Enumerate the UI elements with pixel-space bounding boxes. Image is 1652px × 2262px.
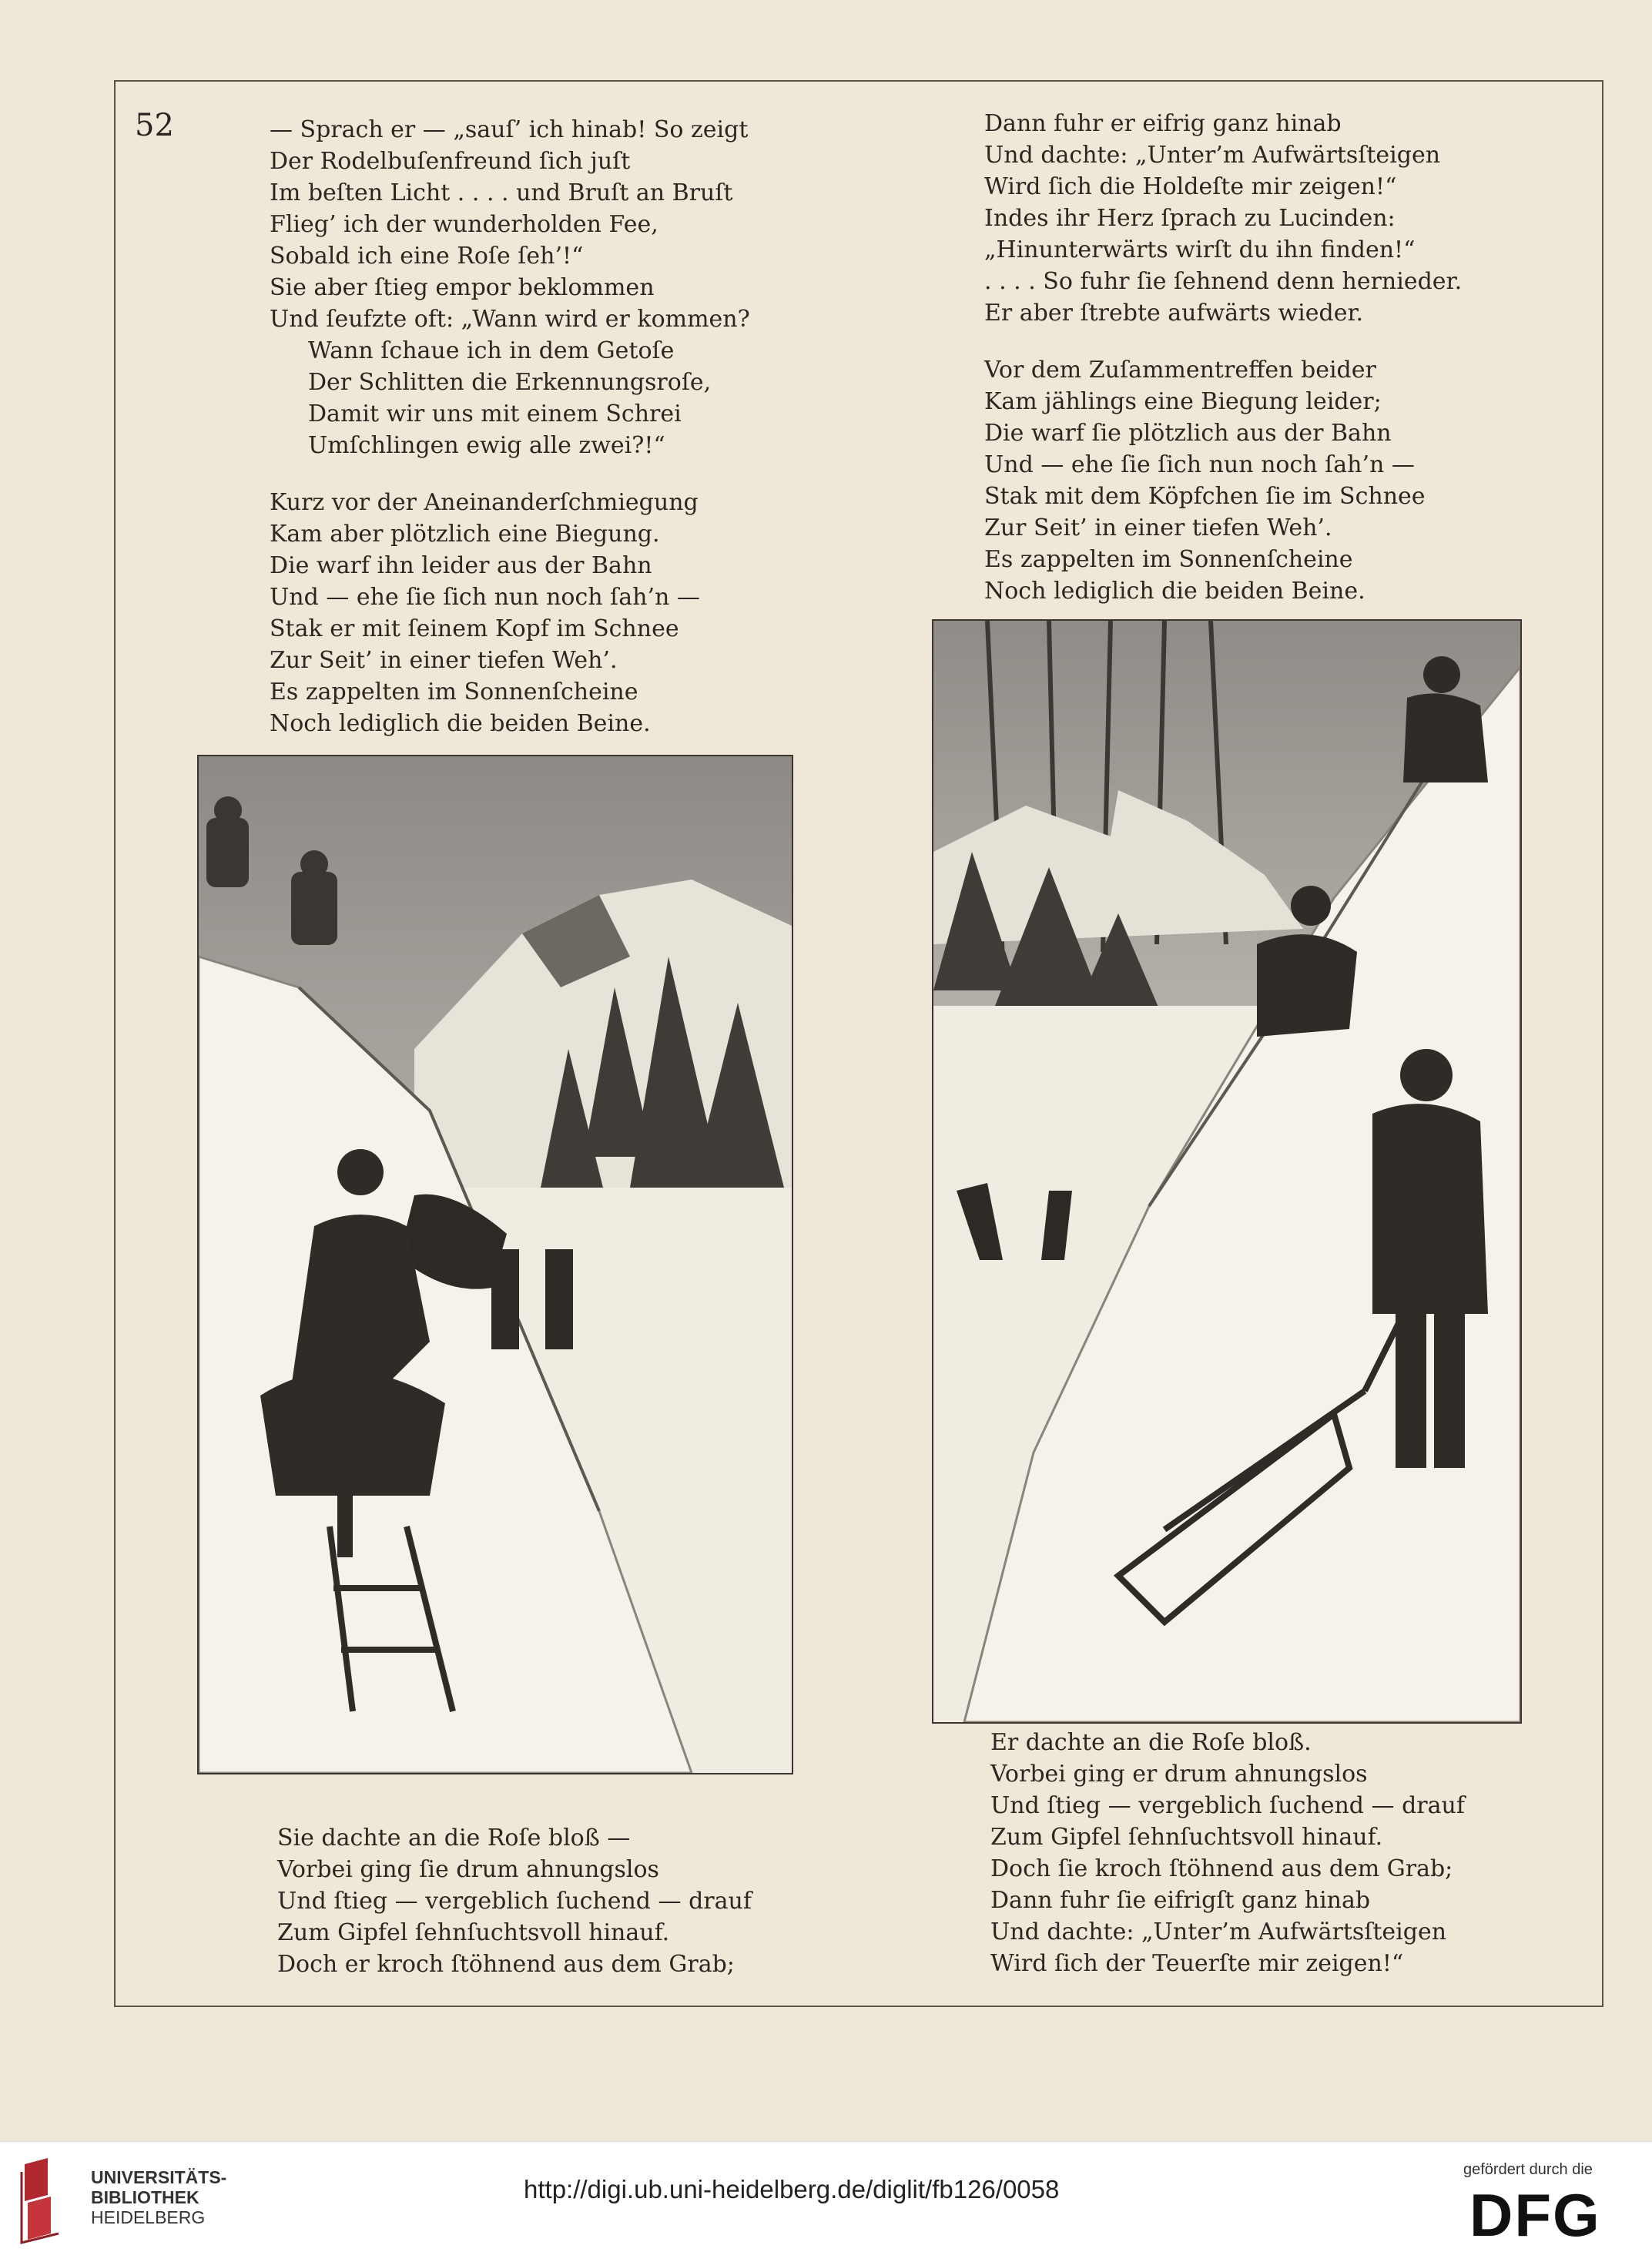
- verse-line: Doch er kroch ſtöhnend aus dem Grab;: [277, 1951, 735, 1978]
- verse-line: Es zappelten im Sonnenſcheine: [270, 679, 638, 705]
- verse-line: Flieg’ ich der wunderholden Fee,: [270, 211, 658, 238]
- verse-line: Im beſten Licht . . . . und Bruſt an Bruſt: [270, 179, 733, 206]
- verse-line: Sobald ich eine Roſe ſeh’!“: [270, 243, 584, 270]
- verse-line: Wird ſich der Teuerſte mir zeigen!“: [990, 1950, 1404, 1977]
- verse-line: Wann ſchaue ich in dem Getoſe: [308, 337, 675, 364]
- illustration-right: [932, 619, 1522, 1724]
- verse-line: Er aber ſtrebte aufwärts wieder.: [984, 300, 1364, 327]
- university-library-logo-icon: [17, 2156, 63, 2246]
- verse-line: Und ſtieg — vergeblich ſuchend — drauf: [277, 1888, 752, 1915]
- permalink-url[interactable]: http://digi.ub.uni-heidelberg.de/diglit/fb126/0058: [524, 2175, 1060, 2203]
- library-name-line: HEIDELBERG: [91, 2207, 206, 2227]
- funding-caption: gefördert durch die: [1463, 2161, 1593, 2178]
- verse-line: Er dachte an die Roſe bloß.: [990, 1729, 1312, 1756]
- sledding-scene-left: [199, 756, 792, 1773]
- verse-line: Und dachte: „Unter’m Aufwärtsſteigen: [984, 142, 1441, 169]
- verse-line: Der Rodelbuſenfreund ſich juſt: [270, 148, 631, 175]
- verse-line: Indes ihr Herz ſprach zu Lucinden:: [984, 205, 1396, 232]
- verse-right-bottom: [990, 1727, 1465, 1979]
- verse-right-top: [984, 108, 1462, 607]
- verse-left-bottom: [277, 1822, 752, 1980]
- verse-line: Sie aber ſtieg empor beklommen: [270, 274, 655, 301]
- verse-line: Vor dem Zuſammentreffen beider: [984, 357, 1376, 384]
- verse-line: Dann fuhr er eifrig ganz hinab: [984, 110, 1342, 137]
- verse-line: — Sprach er — „sauſ’ ich hinab! So zeigt: [270, 116, 749, 143]
- illustration-left: [197, 755, 793, 1774]
- verse-line: „Hinunterwärts wirſt du ihn finden!“: [984, 236, 1416, 263]
- library-name: [91, 2167, 226, 2227]
- library-name-line: BIBLIOTHEK: [91, 2187, 199, 2207]
- dfg-logo: DFG: [1469, 2181, 1601, 2249]
- verse-line: Vorbei ging er drum ahnungslos: [990, 1761, 1368, 1788]
- verse-line: Noch lediglich die beiden Beine.: [270, 710, 651, 737]
- sledding-scene-right: [933, 621, 1520, 1722]
- page-number: 52: [135, 108, 174, 143]
- verse-line: Dann fuhr ſie eifrigſt ganz hinab: [990, 1887, 1371, 1914]
- verse-line: Kurz vor der Aneinanderſchmiegung: [270, 489, 699, 516]
- verse-line: Und ſeufzte oft: „Wann wird er kommen?: [270, 306, 750, 333]
- verse-line: Zum Gipfel ſehnſuchtsvoll hinauf.: [990, 1824, 1383, 1851]
- verse-line: Kam aber plötzlich eine Biegung.: [270, 521, 660, 548]
- verse-line: Vorbei ging ſie drum ahnungslos: [277, 1856, 659, 1883]
- verse-line: Zur Seit’ in einer tiefen Weh’.: [270, 647, 618, 674]
- verse-line: . . . . So fuhr ſie ſehnend denn hernieder.: [984, 268, 1463, 295]
- verse-line: Zum Gipfel ſehnſuchtsvoll hinauf.: [277, 1919, 670, 1946]
- verse-line: Und dachte: „Unter’m Aufwärtsſteigen: [990, 1919, 1447, 1945]
- verse-line: Die warf ſie plötzlich aus der Bahn: [984, 420, 1392, 447]
- library-name-line: UNIVERSITÄTS-: [91, 2167, 227, 2187]
- verse-line: Doch ſie kroch ſtöhnend aus dem Grab;: [990, 1855, 1453, 1882]
- verse-line: Der Schlitten die Erkennungsroſe,: [308, 369, 712, 396]
- verse-line: Kam jählings eine Biegung leider;: [984, 388, 1382, 415]
- verse-left-top: [270, 114, 750, 739]
- verse-line: Zur Seit’ in einer tiefen Weh’.: [984, 514, 1332, 541]
- verse-line: Stak er mit ſeinem Kopf im Schnee: [270, 615, 679, 642]
- verse-line: Sie dachte an die Roſe bloß —: [277, 1825, 631, 1851]
- verse-line: Damit wir uns mit einem Schrei: [308, 400, 682, 427]
- verse-line: Die warf ihn leider aus der Bahn: [270, 552, 652, 579]
- verse-line: Und — ehe ſie ſich nun noch ſah’n —: [270, 584, 700, 611]
- verse-line: Wird ſich die Holdeſte mir zeigen!“: [984, 173, 1397, 200]
- verse-line: Und — ehe ſie ſich nun noch ſah’n —: [984, 451, 1415, 478]
- verse-line: Es zappelten im Sonnenſcheine: [984, 546, 1353, 573]
- verse-line: Stak mit dem Köpfchen ſie im Schnee: [984, 483, 1426, 510]
- verse-line: Umſchlingen ewig alle zwei?!“: [308, 432, 665, 459]
- verse-line: Und ſtieg — vergeblich ſuchend — drauf: [990, 1792, 1465, 1819]
- verse-line: Noch lediglich die beiden Beine.: [984, 578, 1365, 605]
